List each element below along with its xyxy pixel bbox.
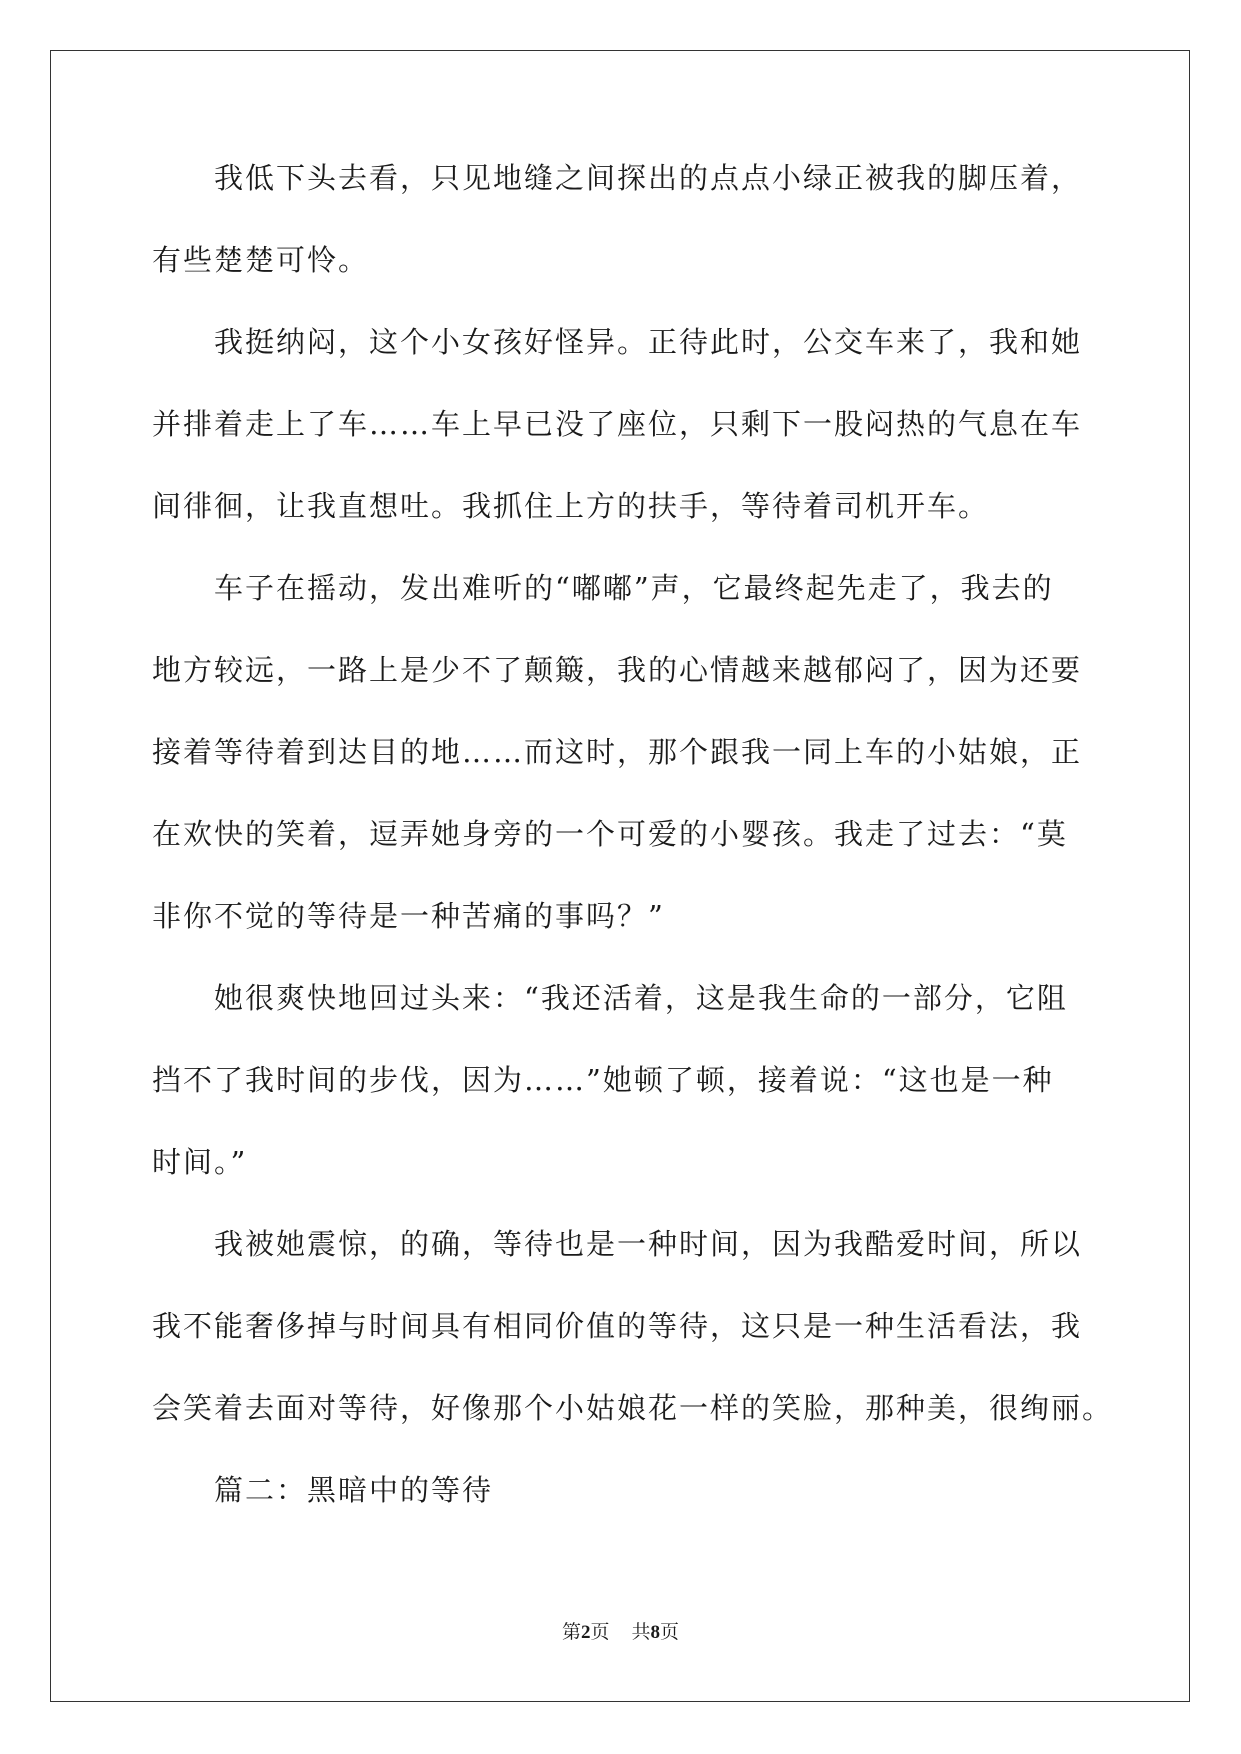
text-line: 并排着走上了车……车上早已没了座位，只剩下一股闷热的气息在车 [152,407,1083,441]
text-line: 非你不觉的等待是一种苦痛的事吗？” [152,899,665,933]
text-line: 挡不了我时间的步伐，因为……”她顿了顿，接着说：“这也是一种 [152,1063,1054,1097]
text-line: 有些楚楚可怜。 [152,243,370,277]
text-line: 间徘徊，让我直想吐。我抓住上方的扶手，等待着司机开车。 [152,489,990,523]
document-body [152,160,1114,1554]
text-line: 时间。” [152,1145,248,1179]
text-line: 在欢快的笑着，逗弄她身旁的一个可爱的小婴孩。我走了过去：“莫 [152,817,1068,851]
page-footer [0,1617,1241,1644]
text-line: 会笑着去面对等待，好像那个小姑娘花一样的笑脸，那种美，很绚丽。 [152,1391,1114,1425]
text-line: 我不能奢侈掉与时间具有相同价值的等待，这只是一种生活看法，我 [152,1309,1083,1343]
text-line: 我被她震惊，的确，等待也是一种时间，因为我酷爱时间，所以 [214,1227,1083,1261]
text-line: 我低下头去看，只见地缝之间探出的点点小绿正被我的脚压着， [214,161,1083,195]
text-line: 地方较远，一路上是少不了颠簸，我的心情越来越郁闷了，因为还要 [152,653,1083,687]
total-pages: 共8页 [631,1622,680,1643]
text-line: 我挺纳闷，这个小女孩好怪异。正待此时，公交车来了，我和她 [214,325,1083,359]
text-line: 接着等待着到达目的地……而这时，那个跟我一同上车的小姑娘，正 [152,735,1083,769]
text-line: 她很爽快地回过头来：“我还活着，这是我生命的一部分，它阻 [214,981,1068,1015]
section-heading: 篇二：黑暗中的等待 [214,1473,494,1507]
page-number: 第2页 [561,1622,610,1643]
text-line: 车子在摇动，发出难听的“嘟嘟”声，它最终起先走了，我去的 [214,571,1054,605]
